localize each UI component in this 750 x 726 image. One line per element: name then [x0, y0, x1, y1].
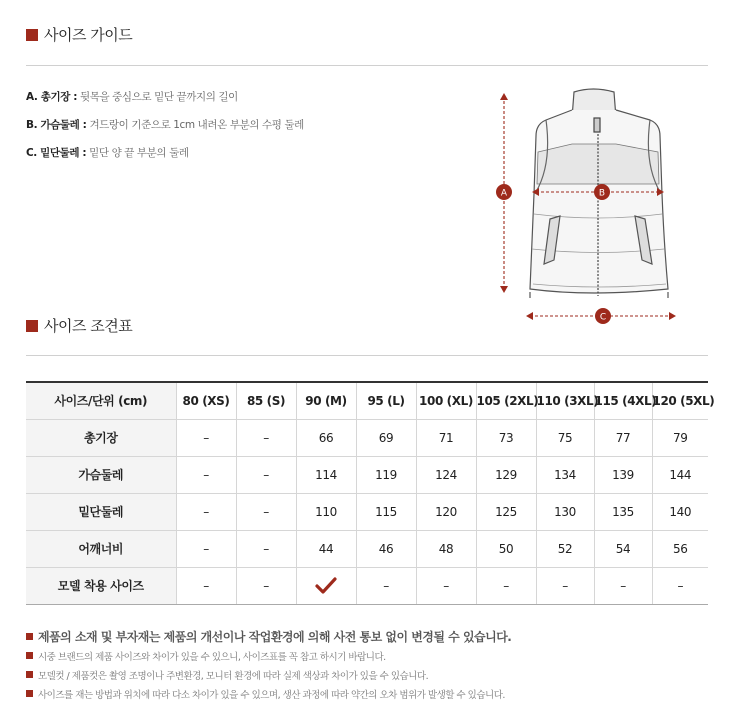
size-cell: – [176, 530, 236, 567]
size-cell: 120 [416, 493, 476, 530]
bullet-square-icon [26, 690, 33, 697]
size-cell: 114 [296, 456, 356, 493]
size-table-heading [26, 315, 132, 336]
size-cell: 50 [476, 530, 536, 567]
size-cell: 95 (L) [356, 382, 416, 419]
definition-desc: 겨드랑이 기준으로 1cm 내려온 부분의 수평 둘레 [89, 119, 304, 131]
definition-c [26, 146, 304, 174]
size-cell: – [176, 456, 236, 493]
size-cell: 54 [594, 530, 652, 567]
size-table [26, 381, 715, 605]
size-cell: 80 (XS) [176, 382, 236, 419]
table-header-row [26, 382, 708, 419]
note-item [26, 626, 511, 646]
size-cell: 71 [416, 419, 476, 456]
note-item [26, 684, 511, 703]
size-cell: 48 [416, 530, 476, 567]
size-cell: 56 [652, 530, 708, 567]
row-label-cell: 밑단둘레 [26, 493, 176, 530]
measurement-definitions [26, 90, 304, 174]
size-cell: 125 [476, 493, 536, 530]
size-table-title: 사이즈 조견표 [44, 317, 133, 335]
size-cell: 134 [536, 456, 594, 493]
size-cell: 144 [652, 456, 708, 493]
size-cell: – [236, 567, 296, 604]
size-cell: 69 [356, 419, 416, 456]
size-cell: 140 [652, 493, 708, 530]
table-row [26, 567, 708, 604]
definition-key: B. 가슴둘레 : [26, 119, 87, 131]
size-cell: 66 [296, 419, 356, 456]
size-cell: – [416, 567, 476, 604]
marker-c-label: C [599, 312, 607, 323]
marker-a-label: A [500, 188, 508, 199]
size-cell: – [236, 493, 296, 530]
size-cell: 100 (XL) [416, 382, 476, 419]
size-cell: 135 [594, 493, 652, 530]
note-text: 모델컷 / 제품컷은 촬영 조명이나 주변환경, 모니터 환경에 따라 실제 색상과 차이가 있을 수 있습니다. [38, 670, 429, 682]
table-row [26, 493, 708, 530]
size-cell: – [176, 567, 236, 604]
bullet-square-icon [26, 652, 33, 659]
row-label-cell: 가슴둘레 [26, 456, 176, 493]
size-cell: 75 [536, 419, 594, 456]
note-item [26, 665, 511, 684]
definition-key: A. 총기장 : [26, 91, 78, 103]
heading-square-icon [26, 29, 38, 41]
note-text: 시중 브랜드의 제품 사이즈와 차이가 있을 수 있으니, 사이즈표를 꼭 참고 하시기 바랍니다. [38, 651, 386, 663]
size-cell: 52 [536, 530, 594, 567]
size-cell: – [356, 567, 416, 604]
divider [26, 65, 708, 66]
notes-list [26, 626, 511, 703]
size-cell: 79 [652, 419, 708, 456]
row-label-cell: 모델 착용 사이즈 [26, 567, 176, 604]
definition-a [26, 90, 304, 118]
heading-square-icon [26, 320, 38, 332]
definition-desc: 밑단 양 끝 부분의 둘레 [89, 147, 189, 159]
size-cell: – [236, 456, 296, 493]
size-cell: – [176, 493, 236, 530]
size-cell: 85 (S) [236, 382, 296, 419]
row-label-cell: 총기장 [26, 419, 176, 456]
size-cell: 115 [356, 493, 416, 530]
bullet-square-icon [26, 671, 33, 678]
note-text: 사이즈를 재는 방법과 위치에 따라 다소 차이가 있을 수 있으며, 생산 과정에 따라 약간의 오차 범위가 발생할 수 있습니다. [38, 689, 505, 701]
size-cell: 110 (3XL) [536, 382, 594, 419]
size-cell: 130 [536, 493, 594, 530]
size-cell: 73 [476, 419, 536, 456]
size-cell: 77 [594, 419, 652, 456]
size-cell: 129 [476, 456, 536, 493]
row-label-cell: 어깨너비 [26, 530, 176, 567]
size-cell: 115 (4XL) [594, 382, 652, 419]
size-cell: – [176, 419, 236, 456]
model-size-cell [296, 567, 356, 604]
size-cell: 105 (2XL) [476, 382, 536, 419]
size-cell: 46 [356, 530, 416, 567]
size-guide-heading [26, 24, 132, 45]
size-cell: 120 (5XL) [652, 382, 708, 419]
row-label-cell: 사이즈/단위 (cm) [26, 382, 176, 419]
size-cell: 110 [296, 493, 356, 530]
vest-illustration [490, 84, 690, 324]
size-cell: – [652, 567, 708, 604]
table-row [26, 419, 708, 456]
size-cell: – [594, 567, 652, 604]
divider [26, 355, 708, 356]
size-cell: – [476, 567, 536, 604]
check-icon [315, 577, 337, 595]
note-text: 제품의 소재 및 부자재는 제품의 개선이나 작업환경에 의해 사전 통보 없이 변경될 수 있습니다. [38, 629, 512, 644]
size-cell: 90 (M) [296, 382, 356, 419]
size-cell: – [236, 419, 296, 456]
size-cell: 139 [594, 456, 652, 493]
definition-key: C. 밑단둘레 : [26, 147, 87, 159]
size-cell: 119 [356, 456, 416, 493]
size-cell: 124 [416, 456, 476, 493]
table-row [26, 456, 708, 493]
bullet-square-icon [26, 633, 33, 640]
definition-b [26, 118, 304, 146]
table-row [26, 530, 708, 567]
size-guide-title: 사이즈 가이드 [44, 26, 133, 44]
size-cell: – [236, 530, 296, 567]
size-cell: – [536, 567, 594, 604]
definition-desc: 뒷목을 중심으로 밑단 끝까지의 길이 [80, 91, 238, 103]
note-item [26, 646, 511, 665]
size-cell: 44 [296, 530, 356, 567]
marker-b-label: B [598, 188, 606, 199]
